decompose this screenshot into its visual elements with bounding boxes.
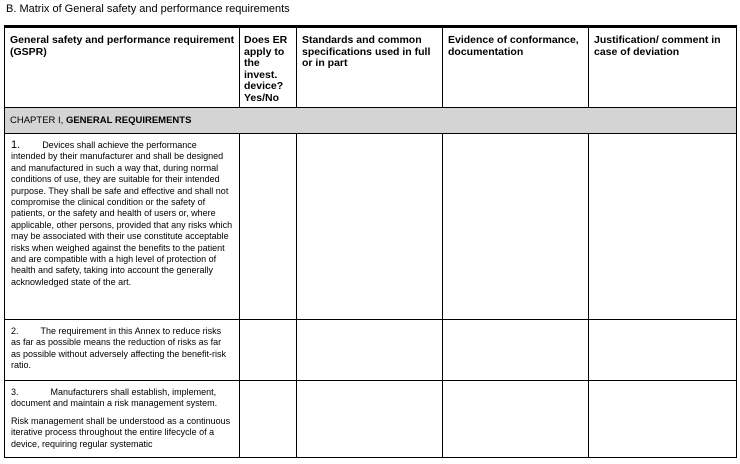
evidence-cell[interactable] bbox=[443, 381, 589, 458]
justification-cell[interactable] bbox=[589, 134, 737, 320]
requirement-cell bbox=[5, 381, 240, 458]
table-row bbox=[5, 381, 737, 458]
requirement-text: Manufacturers shall establish, implement, document and maintain a risk management system. bbox=[11, 387, 218, 409]
er-applies-cell[interactable] bbox=[240, 381, 297, 458]
standards-cell[interactable] bbox=[297, 381, 443, 458]
requirement-cell bbox=[5, 320, 240, 381]
header-gspr: General safety and performance requirement (GSPR) bbox=[5, 27, 240, 108]
requirement-number: 3. bbox=[11, 387, 19, 397]
header-justification: Justification/ comment in case of deviation bbox=[589, 27, 737, 108]
justification-cell[interactable] bbox=[589, 320, 737, 381]
evidence-cell[interactable] bbox=[443, 320, 589, 381]
chapter-heading bbox=[5, 108, 737, 134]
chapter-row bbox=[5, 108, 737, 134]
section-title: B. Matrix of General safety and performance requirements bbox=[6, 3, 290, 15]
chapter-title: GENERAL REQUIREMENTS bbox=[65, 114, 192, 126]
er-applies-cell[interactable] bbox=[240, 134, 297, 320]
requirement-text: The requirement in this Annex to reduce risks as far as possible means the reduction of risks as far as possible without adversely affecting the benefit-risk ratio. bbox=[11, 326, 226, 371]
header-evidence: Evidence of conformance, documentation bbox=[443, 27, 589, 108]
chapter-prefix: CHAPTER I, bbox=[10, 114, 66, 126]
requirement-number: 2. bbox=[11, 326, 19, 336]
requirement-text: Devices shall achieve the performance intended by their manufacturer and shall be designed and manufactured in such a way that, during normal conditions of use, they are suitable for their intended purpose. They shall be safe and effective and shall not compromise the clinical condition or the safety of patients, or the safety and health of users or, where applicable, other persons, provided that any risks which may be associated with their use constitute acceptable risks when weighed against the benefits to the patient and are compatible with a high level of protection of health and safety, taking into account the generally acknowledged state of the art. bbox=[11, 140, 233, 287]
header-standards: Standards and common specifications used in full or in part bbox=[297, 27, 443, 108]
justification-cell[interactable] bbox=[589, 381, 737, 458]
requirement-cell bbox=[5, 134, 240, 320]
gspr-matrix-table bbox=[4, 25, 737, 458]
er-applies-cell[interactable] bbox=[240, 320, 297, 381]
standards-cell[interactable] bbox=[297, 134, 443, 320]
header-er-applies: Does ER apply to the invest. device? Yes/No bbox=[240, 27, 297, 108]
table-header-row bbox=[5, 27, 737, 108]
requirement-text-continued: Risk management shall be understood as a continuous iterative process throughout the entire lifecycle of a device, requiring regular systematic bbox=[11, 415, 231, 449]
requirement-number: 1. bbox=[11, 139, 21, 151]
standards-cell[interactable] bbox=[297, 320, 443, 381]
table-row bbox=[5, 320, 737, 381]
evidence-cell[interactable] bbox=[443, 134, 589, 320]
table-row bbox=[5, 134, 737, 320]
